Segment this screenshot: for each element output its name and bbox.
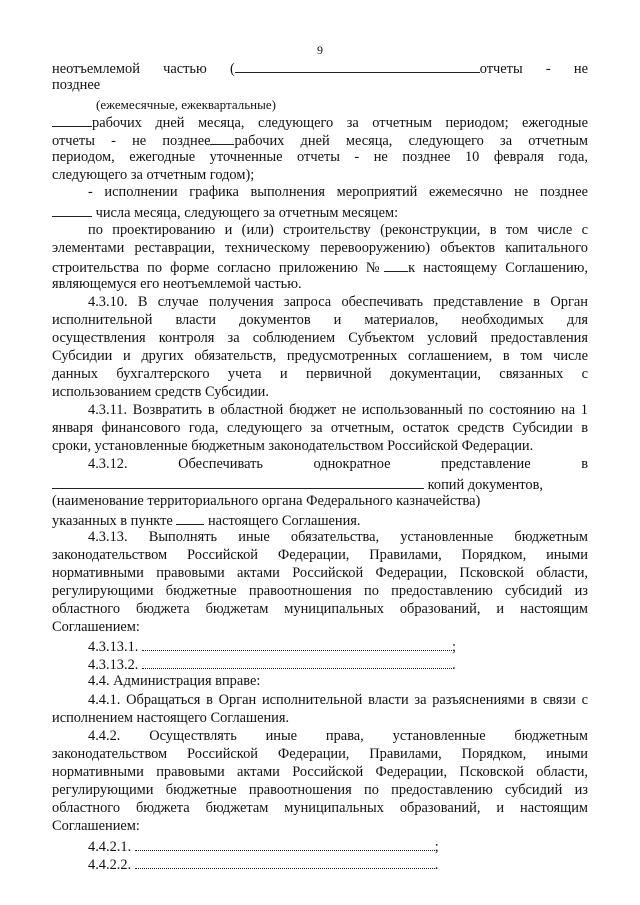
text-fragment: рабочих дней месяца, следующего за отчетным периодом; ежегодные [92,115,588,131]
text-line: законодательством Российской Федерации, Правилами, Порядком, иными [52,547,588,563]
caption-line: (наименование территориального органа Федерального казначейства) [52,493,481,509]
text-line: областного бюджета бюджетам муниципальных образований, и настоящим [52,601,588,617]
caption-line: (ежемесячные, ежеквартальные) [96,97,276,112]
text-fragment: копий документов, [427,477,543,493]
text-line: 4.4.2. Осуществлять иные права, установленные бюджетным [88,728,588,744]
text-line: следующего за отчетным годом); [52,167,255,183]
text-fragment: строительства по форме согласно приложению № [52,260,385,276]
blank-field [135,836,435,851]
text-line: сроки, установленные бюджетным законодательством Российской Федерации. [52,438,534,454]
blank-field [52,112,92,127]
text-fragment: настоящего Соглашения. [207,513,361,529]
text-line: 4.3.12. Обеспечивать однократное представление в [88,456,588,472]
text-fragment: ; [451,639,456,655]
page-number: 9 [317,43,323,57]
text-line: января финансового года, следующего за отчетным, остаток средств Субсидии в [52,420,588,436]
blank-field [142,654,452,669]
text-fragment: . [451,657,456,673]
blank-field [52,474,424,489]
text-fragment: к настоящему Соглашению, [408,260,589,276]
text-fragment: указанных в пункте [52,513,173,529]
text-fragment: рабочих дней месяца, следующего за отчетным [234,133,588,149]
text-line: Соглашением: [52,619,140,635]
section-heading: 4.4. Администрация вправе: [88,673,261,689]
text-line: законодательством Российской Федерации, Правилами, Порядком, иными [52,746,588,762]
blank-field [210,130,234,145]
blank-field [176,510,204,525]
blank-field [135,854,435,869]
text-line: периодом, ежегодные уточненные отчеты - не позднее 10 февраля года, [52,149,588,165]
text-line: 4.3.13. Выполнять иные обязательства, установленные бюджетным [88,529,588,545]
text-line: по проектированию и (или) строительству (реконструкции, в том числе с [88,222,588,238]
text-line: - исполнении графика выполнения мероприятий ежемесячно не позднее [88,184,588,200]
text-line: элементами реставрации, техническому перевооружению) объектов капитального [52,240,588,256]
text-line: данных бухгалтерского учета и первичной документации, связанных с [52,366,588,382]
text-line [88,854,588,875]
text-fragment: неотъемлемой частью ( [52,61,235,77]
text-fragment: ; [434,839,439,855]
text-line: 4.3.11. Возвратить в областной бюджет не использованный по состоянию на 1 [88,402,588,418]
blank-field [52,202,92,217]
blank-field [142,636,452,651]
text-line: регулирующими бюджетные правоотношения по предоставлению субсидий из [52,583,588,599]
text-line: регулирующими бюджетные правоотношения по предоставлению субсидий из [52,782,588,798]
text-line: исполнительной власти документов и материалов, необходимых для [52,312,588,328]
text-fragment: отчеты - не позднее [52,133,211,149]
text-line: областного бюджета бюджетам муниципальных образований, и настоящим [52,800,588,816]
text-fragment: . [434,857,439,873]
blank-field [235,58,480,73]
text-line [52,202,588,223]
text-fragment: 4.3.13.2. [88,657,139,673]
text-line: являющемуся его неотъемлемой частью. [52,276,302,292]
text-line: Соглашением: [52,818,140,834]
text-line: нормативными правовыми актами Российской Федерации, Псковской области, [52,565,588,581]
text-line: нормативными правовыми актами Российской Федерации, Псковской области, [52,764,588,780]
text-line: исполнением настоящего Соглашения. [52,710,290,726]
blank-field [384,257,408,272]
text-fragment: 4.3.13.1. [88,639,139,655]
text-fragment: отчеты - не [479,61,588,77]
text-fragment: числа месяца, следующего за отчетным месяцем: [95,205,399,221]
text-fragment: 4.4.2.1. [88,839,132,855]
text-line: использованием средств Субсидии. [52,384,269,400]
text-line: осуществления контроля за соблюдением Субъектом условий предоставления [52,330,588,346]
text-line: 4.4.1. Обращаться в Орган исполнительной власти за разъяснениями в связи с [88,692,588,708]
text-line: 4.3.10. В случае получения запроса обеспечивать представление в Орган [88,294,588,310]
text-fragment: 4.4.2.2. [88,857,132,873]
text-line: позднее [52,77,101,93]
text-line: Субсидии и других обязательств, предусмотренных соглашением, в том числе [52,348,588,364]
